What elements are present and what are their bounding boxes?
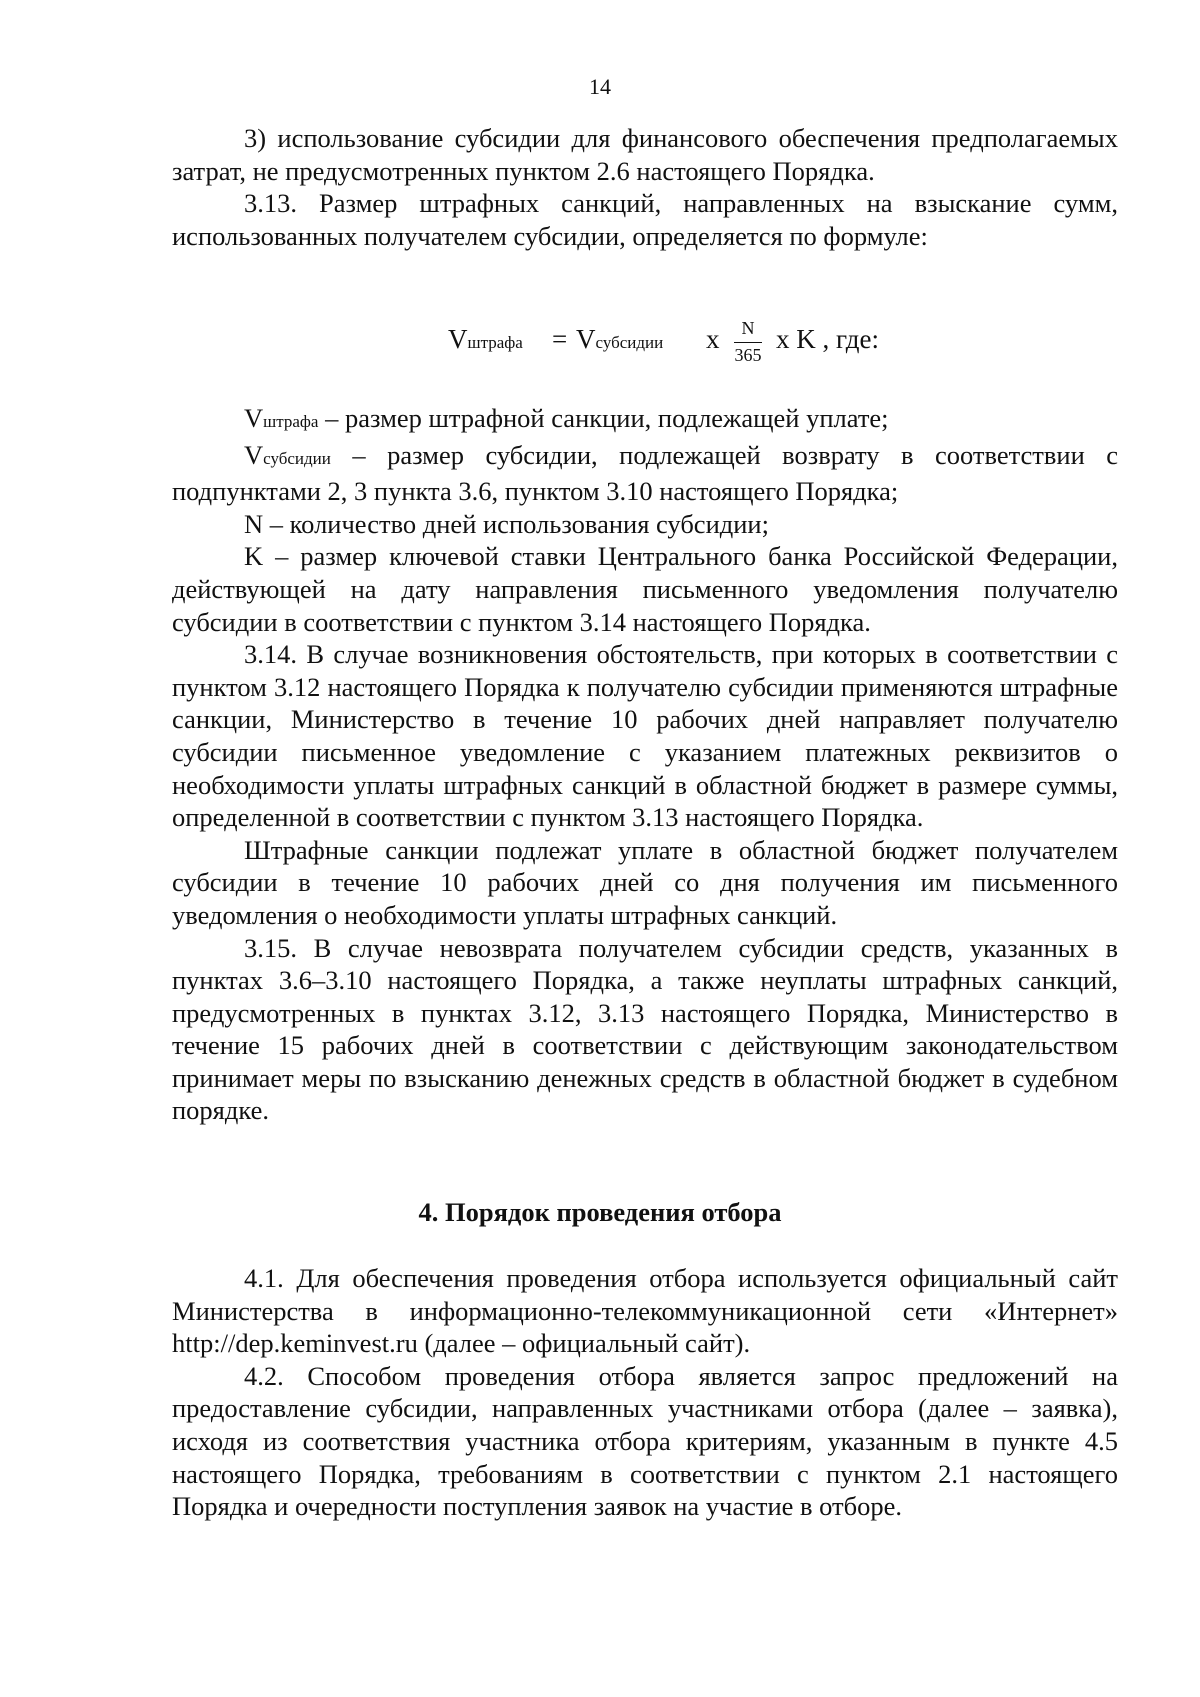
formula-v-penalty: Vштрафа: [448, 324, 523, 354]
formula-tail: х K , где:: [776, 324, 879, 354]
text-block-mid: [172, 402, 1118, 1127]
page-number: 14: [589, 74, 611, 99]
text-block-top: [172, 122, 1118, 252]
paragraph-3-15: 3.15. В случае невозврата получателем субсидии средств, указанных в пунктах 3.6–3.10 настоящего Порядка, а также неуплаты штрафных санкций, предусмотренных в пунктах 3.12, 3.13 настоящего Порядка, Министерство в течение 15 рабочих дней в соответствии с действующим законодательством принимает меры по взысканию денежных средств в областной бюджет в судебном порядке.: [172, 932, 1118, 1126]
paragraph-3-13: 3.13. Размер штрафных санкций, направленных на взыскание сумм, использованных получателем субсидии, определяется по формуле:: [172, 188, 1118, 251]
paragraph-penalties: Штрафные санкции подлежат уплате в областной бюджет получателем субсидии в течение 10 рабочих дней со дня получения им письменного уведомления о необходимости уплаты штрафных санкций.: [172, 834, 1118, 930]
fraction-denominator: 365: [734, 345, 762, 365]
paragraph-3-item: 3) использование субсидии для финансового обеспечения предполагаемых затрат, не предусмотренных пунктом 2.6 настоящего Порядка.: [172, 123, 1118, 186]
text-block-bottom: [172, 1262, 1118, 1523]
definition-k: K – размер ключевой ставки Центрального банка Российской Федерации, действующей на дату направления письменного уведомления получателю субсидии в соответствии с пунктом 3.14 настоящего Порядка.: [172, 541, 1118, 637]
fraction-bar: [734, 342, 762, 343]
paragraph-4-2: 4.2. Способом проведения отбора является запрос предложений на предоставление субсидии, направленных участниками отбора (далее – заявка), исходя из соответствия участника отбора критериям, указанным в пункте 4.5 настоящего Порядка, требованиям в соответствии с пунктом 2.1 настоящего Порядка и очередности поступления заявок на участие в отборе.: [172, 1360, 1118, 1522]
paragraph-3-14: 3.14. В случае возникновения обстоятельств, при которых в соответствии с пунктом 3.12 настоящего Порядка к получателю субсидии применяются штрафные санкции, Министерство в течение 10 рабочих дней направляет получателю субсидии письменное уведомление с указанием платежных реквизитов о необходимости уплаты штрафных санкций в областной бюджет в размере суммы, определенной в соответствии с пунктом 3.13 настоящего Порядка.: [172, 639, 1118, 833]
penalty-formula: [448, 318, 968, 378]
formula-v-subsidy: Vсубсидии: [576, 324, 664, 354]
section-heading: 4. Порядок проведения отбора: [418, 1197, 782, 1227]
definition-v-penalty: Vштрафа – размер штрафной санкции, подлежащей уплате;: [244, 403, 889, 433]
paragraph-4-1: 4.1. Для обеспечения проведения отбора используется официальный сайт Министерства в информационно-телекоммуникационной сети «Интернет» http://dep.keminvest.ru (далее – официальный сайт).: [172, 1263, 1118, 1359]
formula-equals: =: [552, 324, 568, 354]
fraction-numerator: N: [741, 318, 755, 338]
definition-n: N – количество дней использования субсидии;: [244, 508, 769, 539]
definition-v-subsidy: Vсубсидии – размер субсидии, подлежащей возврату в соответствии с подпунктами 2, 3 пункта 3.6, пунктом 3.10 настоящего Порядка;: [172, 439, 1118, 507]
formula-multiply-1: х: [706, 324, 720, 354]
